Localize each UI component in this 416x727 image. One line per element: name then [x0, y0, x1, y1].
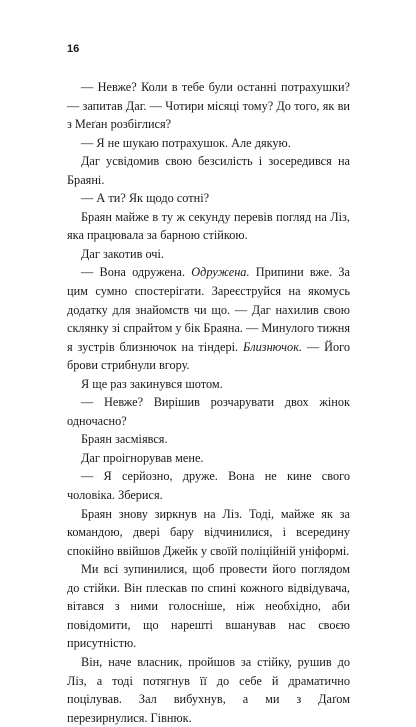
paragraph: — Невже? Вирішив розчарувати двох жінок одночасно? — [67, 395, 350, 428]
paragraph: Даг усвідомив свою безсилість і зосередився на Браяні. — [67, 154, 350, 187]
paragraph: — А ти? Як щодо сотні? — [81, 191, 210, 206]
paragraph: Даг проігнорував мене. — [81, 450, 204, 465]
body-text — [67, 78, 350, 727]
paragraph: — Я не шукаю потрахушок. Але дякую. — [81, 135, 291, 150]
paragraph: — Вона одружена. Одружена. Припини вже. За цим сумно спостерігати. Зареєструйся на якомусь додатку для знайомств чи що. — Даг нахилив свою склянку зі спрайтом у бік Браяна. — Минулого тижня я зустрів близнючок на тіндері. Близнючок. — Його брови стрибнули вгору. — [67, 265, 351, 373]
emphasis: Одружена. — [191, 265, 250, 280]
page-number: 16 — [67, 43, 80, 55]
emphasis: Близнючок. — [243, 339, 303, 354]
paragraph: Ми всі зупинилися, щоб провести його поглядом до стійки. Він плескав по спині кожного відвідувача, вітався з ними голосніше, ніж необхідно, аби повідомити, що нарешті вшанував нас своєю присутністю. — [67, 562, 350, 651]
paragraph: — Я серйозно, друже. Вона не кине свого чоловіка. Зберися. — [67, 469, 350, 503]
paragraph: Браян засміявся. — [81, 432, 168, 447]
paragraph: Я ще раз закинувся шотом. — [81, 376, 223, 391]
paragraph: Він, наче власник, пройшов за стійку, рушив до Ліз, а тоді потягнув її до себе й драматично поцілував. Зал вибухнув, а ми з Даґом перезирнулися. Гівнюк. — [67, 654, 350, 725]
paragraph: Браян знову зиркнув на Ліз. Тоді, майже як за командою, двері бару відчинилися, і всередину спокійно ввійшов Джейк у своїй поліційній уніформі. — [67, 506, 350, 558]
paragraph: Браян майже в ту ж секунду перевів погляд на Ліз, яка працювала за барною стійкою. — [67, 209, 350, 243]
paragraph: Даг закотив очі. — [81, 246, 164, 261]
paragraph: — Невже? Коли в тебе були останні потрахушки? — запитав Даг. — Чотири місяці тому? До того, як ви з Меґан розбіглися? — [67, 80, 350, 132]
